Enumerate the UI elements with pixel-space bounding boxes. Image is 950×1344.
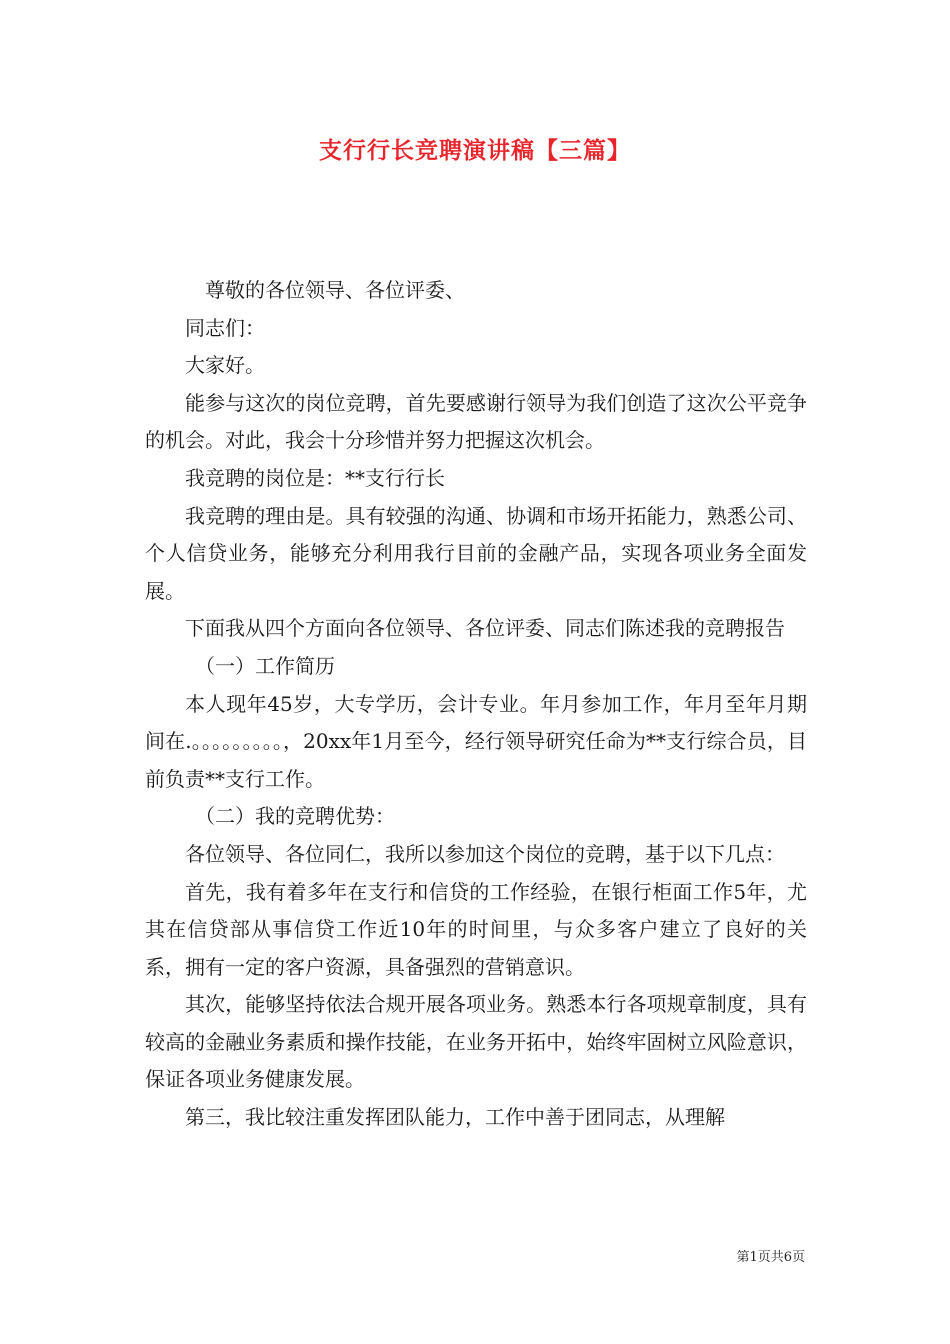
- section-heading: （一）工作简历: [195, 653, 335, 678]
- body-paragraph: 首先，我有着多年在支行和信贷的工作经验，在银行柜面工作5年，尤其在信贷部从事信贷工作近10年的时间里，与众多客户建立了良好的关系，拥有一定的客户资源，具备强烈的营销意识。: [145, 879, 807, 979]
- body-paragraph: 我竞聘的岗位是：**支行行长: [185, 465, 445, 490]
- body-paragraph: 能参与这次的岗位竞聘，首先要感谢行领导为我们创造了这次公平竞争的机会。对此，我会十分珍惜并努力把握这次机会。: [145, 390, 807, 453]
- salutation-paragraph-2: 同志们：: [185, 315, 265, 340]
- document-body: [145, 272, 807, 1137]
- section-heading: （二）我的竞聘优势：: [195, 804, 395, 829]
- body-paragraph: 本人现年45岁，大专学历，会计专业。年月参加工作，年月至年月期间在.。。。。。。。。。，20xx年1月至今，经行领导研究任命为**支行综合员，目前负责**支行工作。: [145, 691, 807, 791]
- greeting-paragraph: 大家好。: [185, 353, 265, 378]
- page-number-footer: 第1页共6页: [736, 1250, 805, 1265]
- body-paragraph: 我竞聘的理由是。具有较强的沟通、协调和市场开拓能力，熟悉公司、个人信贷业务，能够充分利用我行目前的金融产品，实现各项业务全面发展。: [145, 503, 807, 603]
- body-paragraph: 各位领导、各位同仁，我所以参加这个岗位的竞聘，基于以下几点：: [185, 841, 785, 866]
- body-paragraph: 第三，我比较注重发挥团队能力，工作中善于团同志，从理解: [185, 1105, 725, 1130]
- body-paragraph: 下面我从四个方面向各位领导、各位评委、同志们陈述我的竞聘报告: [185, 616, 785, 641]
- salutation-paragraph: 尊敬的各位领导、各位评委、: [205, 278, 465, 302]
- document-title: 支行行长竞聘演讲稿【三篇】: [319, 137, 631, 164]
- body-paragraph: 其次，能够坚持依法合规开展各项业务。熟悉本行各项规章制度，具有较高的金融业务素质和操作技能，在业务开拓中，始终牢固树立风险意识，保证各项业务健康发展。: [145, 992, 807, 1092]
